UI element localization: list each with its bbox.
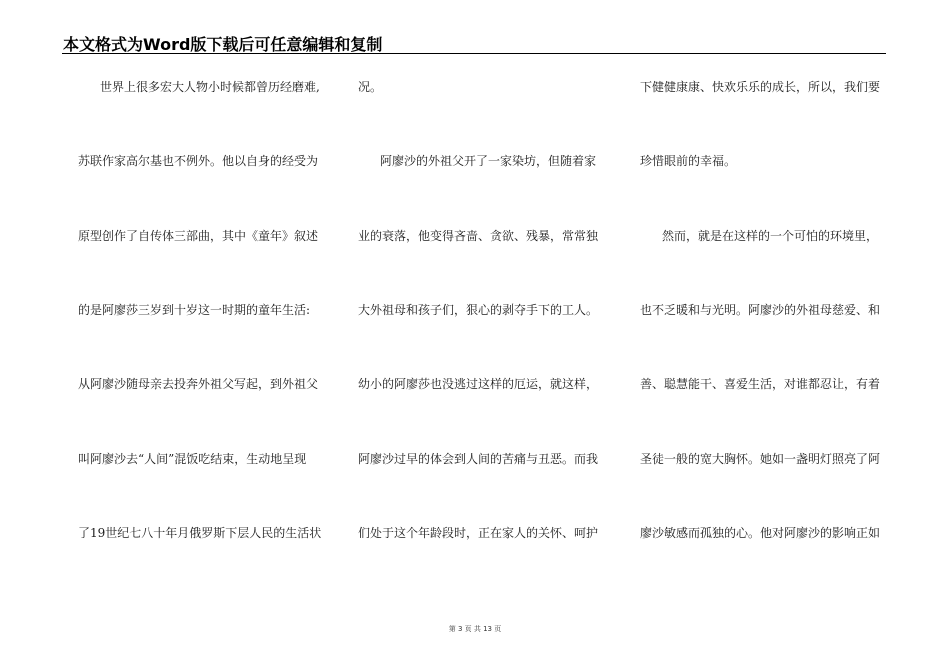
paragraph-line: 世界上很多宏大人物小时候都曾历经磨难, [100,80,320,94]
paragraph-line: 廖沙敏感而孤独的心。他对阿廖沙的影响正如 [640,526,881,540]
paragraph-line: 原型创作了自传体三部曲，其中《童年》叙述 [78,229,319,243]
paragraph-line: 从阿廖沙随母亲去投奔外祖父写起，到外祖父 [78,377,319,391]
paragraph-line: 阿廖沙过早的体会到人间的苦痛与丑恶。而我 [358,452,599,466]
document-header-title: 本文格式为Word版下载后可任意编辑和复制 [63,35,383,54]
paragraph-line: 苏联作家高尔基也不例外。他以自身的经受为 [78,154,319,168]
paragraph-line: 了19世纪七八十年月俄罗斯下层人民的生活状 [78,526,322,540]
paragraph-line: 们处于这个年龄段时，正在家人的关怀、呵护 [358,526,599,540]
paragraph-line: 也不乏暖和与光明。阿廖沙的外祖母慈爱、和 [640,303,881,317]
paragraph-line: 圣徒一般的宽大胸怀。她如一盏明灯照亮了阿 [640,452,881,466]
paragraph-line: 然而，就是在这样的一个可怕的环境里， [662,229,879,243]
paragraph-line: 大外祖母和孩子们，狠心的剥夺手下的工人。 [358,303,599,317]
paragraph-line: 下健健康康、快欢乐乐的成长，所以，我们要 [640,80,881,94]
paragraph-line: 业的衰落，他变得吝啬、贪欲、残暴，常常独 [358,229,599,243]
paragraph-line: 叫阿廖沙去“人间”混饭吃结束，生动地呈现 [78,452,307,466]
header-divider [62,53,886,54]
paragraph-line: 善、聪慧能干、喜爱生活，对谁都忍让，有着 [640,377,881,391]
paragraph-line: 幼小的阿廖莎也没逃过这样的厄运，就这样， [358,377,599,391]
page-number: 第 3 页 共 13 页 [448,625,502,633]
paragraph-line: 珍惜眼前的幸福。 [640,154,737,168]
paragraph-line: 的是阿廖莎三岁到十岁这一时期的童年生活: [78,303,311,317]
paragraph-line: 阿廖沙的外祖父开了一家染坊，但随着家 [380,154,597,168]
paragraph-line: 况。 [358,80,383,94]
